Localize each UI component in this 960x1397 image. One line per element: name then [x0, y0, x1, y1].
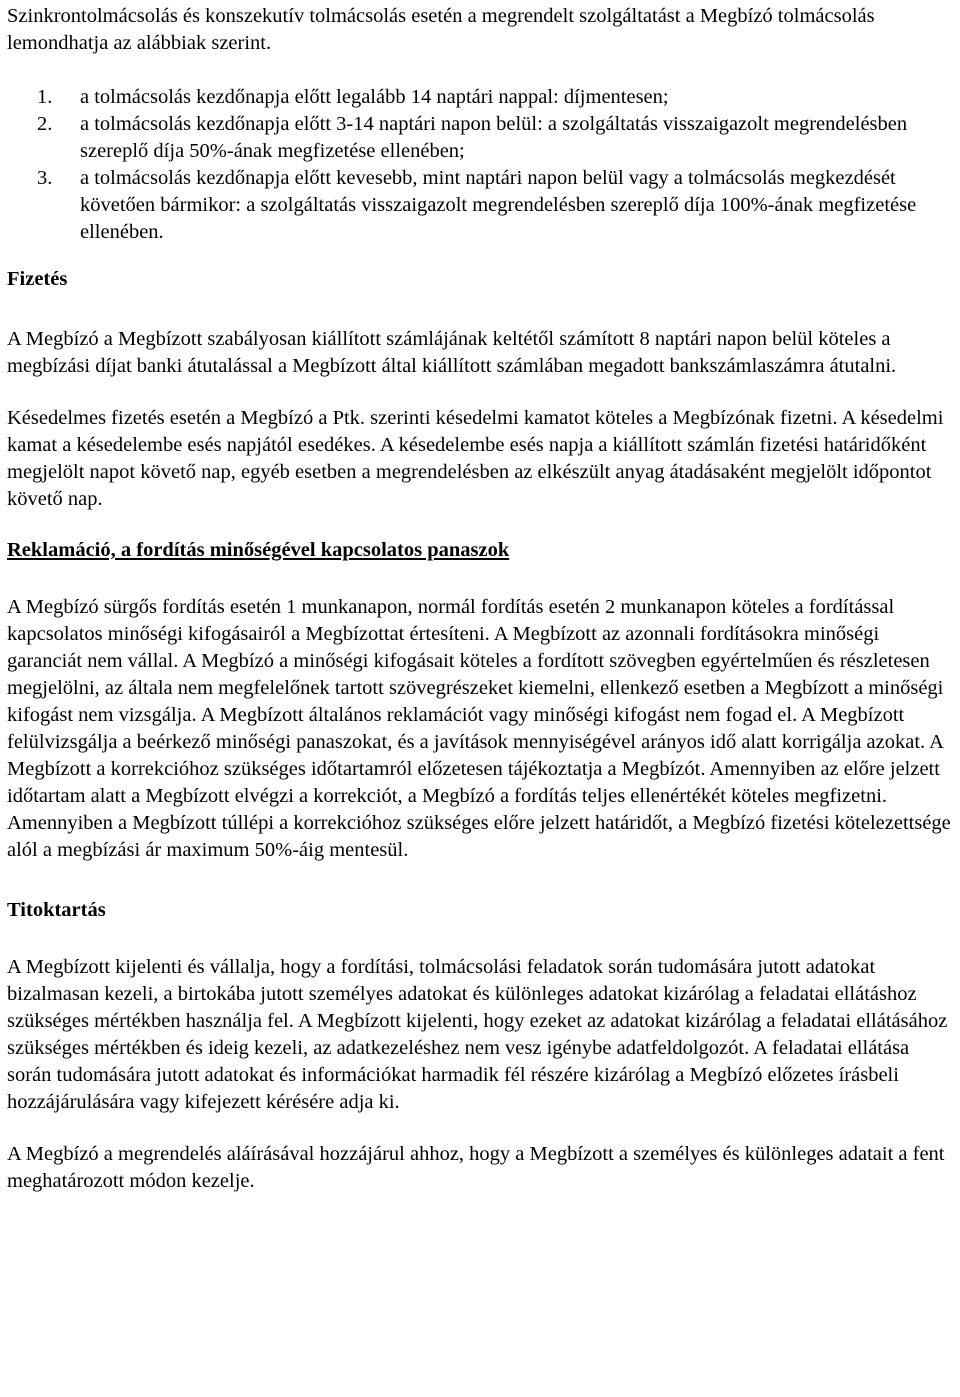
confidentiality-paragraph-1: A Megbízott kijelenti és vállalja, hogy a fordítási, tolmácsolási feladatok során tudomására jutott adatokat bizalmasan kezeli, a birtokába jutott személyes adatokat és különleges adatokat kizárólag a feladatai ellátáshoz szükséges mértékben használja fel. A Megbízott kijelenti, hogy ezeket az adatokat kizárólag a feladatai ellátásához szükséges mértékben és ideig kezeli, az adatkezeléshez nem vesz igénybe adatfeldolgozót. A feladatai ellátása során tudomására jutott adatokat és információkat harmadik fél részére kizárólag a Megbízó előzetes írásbeli hozzájárulására vagy kifejezett kérésére adja ki. — [7, 956, 948, 1113]
document-page — [7, 0, 957, 1195]
complaints-heading: Reklamáció, a fordítás minőségével kapcsolatos panaszok — [7, 539, 510, 561]
list-item — [7, 165, 957, 246]
list-item-text: a tolmácsolás kezdőnapja előtt legalább 14 naptári nappal: díjmentesen; — [80, 86, 669, 108]
list-item-number: 2. — [37, 113, 53, 135]
payment-paragraph-1: A Megbízó a Megbízott szabályosan kiállított számlájának keltétől számított 8 naptári napon belül köteles a megbízási díjat banki átutalással a Megbízott által kiállított számlában megadott bankszámlaszámra átutalni. — [7, 328, 897, 377]
cancellation-list — [7, 84, 957, 246]
intro-paragraph: Szinkrontolmácsolás és konszekutív tolmácsolás esetén a megrendelt szolgáltatást a Megbízó tolmácsolás lemondhatja az alábbiak szerint. — [7, 5, 875, 54]
list-item-text: a tolmácsolás kezdőnapja előtt 3-14 naptári napon belül: a szolgáltatás visszaigazolt megrendelésben szereplő díja 50%-ának megfizetése ellenében; — [80, 113, 908, 162]
payment-heading: Fizetés — [7, 268, 68, 290]
list-item — [7, 111, 957, 165]
confidentiality-paragraph-2: A Megbízó a megrendelés aláírásával hozzájárul ahhoz, hogy a Megbízott a személyes és különleges adatait a fent meghatározott módon kezelje. — [7, 1143, 945, 1192]
complaints-paragraph: A Megbízó sürgős fordítás esetén 1 munkanapon, normál fordítás esetén 2 munkanapon köteles a fordítással kapcsolatos minőségi kifogásairól a Megbízottat értesíteni. A Megbízott az azonnali fordításokra minőségi garanciát nem vállal. A Megbízó a minőségi kifogásait köteles a fordított szövegben egyértelműen és részletesen megjelölni, az általa nem megfelelőnek tartott szövegrészeket kiemelni, ellenkező esetben a Megbízott a minőségi kifogást nem vizsgálja. A Megbízott általános reklamációt vagy minőségi kifogást nem fogad el. A Megbízott felülvizsgálja a beérkező minőségi panaszokat, és a javítások mennyiségével arányos idő alatt korrigálja azokat. A Megbízott a korrekcióhoz szükséges időtartamról előzetesen tájékoztatja a Megbízót. Amennyiben az előre jelzett időtartam alatt a Megbízott elvégzi a korrekciót, a Megbízó a fordítás teljes ellenértékét köteles megfizetni. Amennyiben a Megbízott túllépi a korrekcióhoz szükséges előre jelzett határidőt, a Megbízó fizetési kötelezettsége alól a megbízási ár maximum 50%-áig mentesül. — [7, 596, 951, 861]
list-item — [7, 84, 957, 111]
confidentiality-heading: Titoktartás — [7, 899, 106, 921]
list-item-number: 3. — [37, 167, 53, 189]
list-item-number: 1. — [37, 86, 53, 108]
list-item-text: a tolmácsolás kezdőnapja előtt kevesebb, mint naptári napon belül vagy a tolmácsolás megkezdését követően bármikor: a szolgáltatás visszaigazolt megrendelésben szereplő díja 100%-ának megfizetése ellenében. — [80, 167, 917, 243]
payment-paragraph-2: Késedelmes fizetés esetén a Megbízó a Ptk. szerinti késedelmi kamatot köteles a Megbízónak fizetni. A késedelmi kamat a késedelembe esés napjától esedékes. A késedelembe esés napja a kiállított számlán fizetési határidőként megjelölt napot követő nap, egyéb esetben a megrendelésben az elkészült anyag átadásaként megjelölt időpontot követő nap. — [7, 407, 944, 510]
